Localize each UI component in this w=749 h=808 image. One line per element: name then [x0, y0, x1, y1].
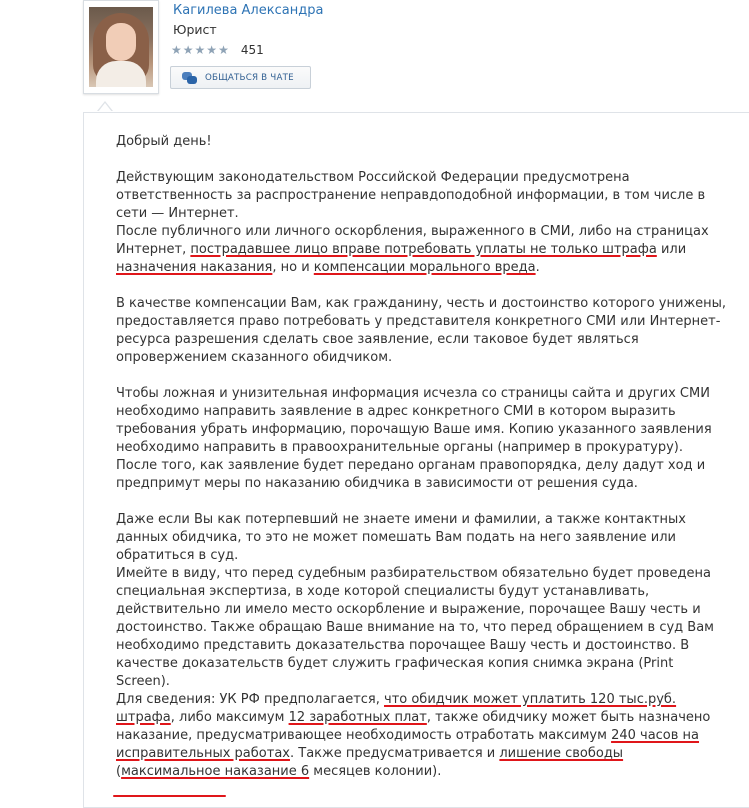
author-rating — [171, 42, 264, 58]
underlined-fine: пострадавшее лицо вправе потребовать уплаты не только штрафа — [190, 242, 657, 257]
avatar-face — [106, 23, 136, 61]
avatar-body — [96, 61, 146, 87]
answer-paragraph-greeting: Добрый день! — [116, 134, 212, 149]
underlined-punishment: назначения наказания — [116, 260, 273, 275]
underlined-moral-damage: компенсации морального вреда — [313, 260, 536, 275]
chat-button[interactable] — [170, 66, 311, 89]
underlined-max-penalty: максимальное наказание 6 — [121, 764, 310, 779]
star-icon: ★ — [171, 43, 182, 57]
answer-paragraph-legislation: Действующим законодательством Российской Федерации предусмотрена ответственность за распространение неправдоподобной информации, в том числе в сети — Интернет. — [116, 170, 706, 221]
speech-pointer-inner — [98, 103, 112, 112]
underlined-fine-amount: что обидчик может уплатить 120 тыс.руб. штрафа — [116, 692, 677, 725]
star-icon: ★ — [182, 43, 194, 57]
star-icon: ★ — [206, 43, 218, 57]
underlined-salaries: 12 заработных плат — [288, 710, 427, 725]
answer-paragraph-removal: Чтобы ложная и унизительная информация исчезла со страницы сайта и других СМИ необходимо направить заявление в адрес конкретного СМИ в котором выразить требования убрать информацию, порочащую Ваше имя. Копию указанного заявления необходимо направить в правоохранительные органы (например в прокуратуру). После того, как заявление будет передано органам правопорядка, делу дадут ход и предпримут меры по наказанию обидчика в зависимости от решения суда. — [116, 386, 712, 491]
avatar-photo[interactable] — [89, 7, 153, 87]
star-icon: ★ — [218, 43, 229, 57]
answer-paragraph-refutation: В качестве компенсации Вам, как гражданину, честь и достоинство которого унижены, предоставляется право потребовать у представителя конкретного СМИ или Интернет-ресурса разрешения сделать свое заявление, если таковое будет являться опровержением сказанного обидчиком. — [116, 296, 727, 365]
rating-count: 451 — [240, 43, 264, 57]
answer-paragraph-compensation: После публичного или личного оскорбления, выраженного в СМИ, либо на страницах Интернет, пострадавшее лицо вправе потребовать уплаты не только штрафа или назначения наказания, но и компенсации морального вреда. — [116, 224, 709, 275]
answer-paragraph-expertise: Имейте в виду, что перед судебным разбирательством обязательно будет проведена специальная экспертиза, в ходе которой специалисты будут устанавливать, действительно ли имело место оскорбление и выражение, порочащее Вашу честь и достоинство. Также обращаю Ваше внимание на то, что перед обращением в суд Вам необходимо представить доказательства порочащее Вашу честь и достоинство. В качестве доказательств будет служить графическая копия снимка экрана (Print Screen). — [116, 566, 714, 689]
author-role: Юрист — [173, 22, 217, 37]
author-name-link[interactable]: Кагилева Александра — [173, 3, 324, 18]
underlined-community-service: 240 часов на исправительных работах — [116, 728, 700, 761]
left-margin — [0, 0, 80, 798]
answer-paragraph-unknown-offender: Даже если Вы как потерпевший не знаете имени и фамилии, а также контактных данных обидчика, то это не может помешать Вам подать на него заявление или обратиться в суд. — [116, 512, 686, 563]
chat-bubble-icon — [182, 72, 198, 84]
underline-tail — [113, 795, 226, 797]
avatar[interactable] — [83, 0, 159, 94]
chat-button-label: ОБЩАТЬСЯ В ЧАТЕ — [205, 72, 294, 83]
star-icon: ★ — [194, 43, 206, 57]
underlined-imprisonment: лишение свободы — [499, 746, 624, 761]
author-header — [0, 0, 749, 100]
answer-paragraph-penalties: Для сведения: УК РФ предполагается, что обидчик может уплатить 120 тыс.руб. штрафа, либо максимум 12 заработных плат, также обидчику может быть назначено наказание, предусматривающее необходимость отработать максимум 240 часов на исправительных работах. Также предусматривается и лишение свободы (максимальное наказание 6 месяцев колонии). — [116, 692, 711, 779]
